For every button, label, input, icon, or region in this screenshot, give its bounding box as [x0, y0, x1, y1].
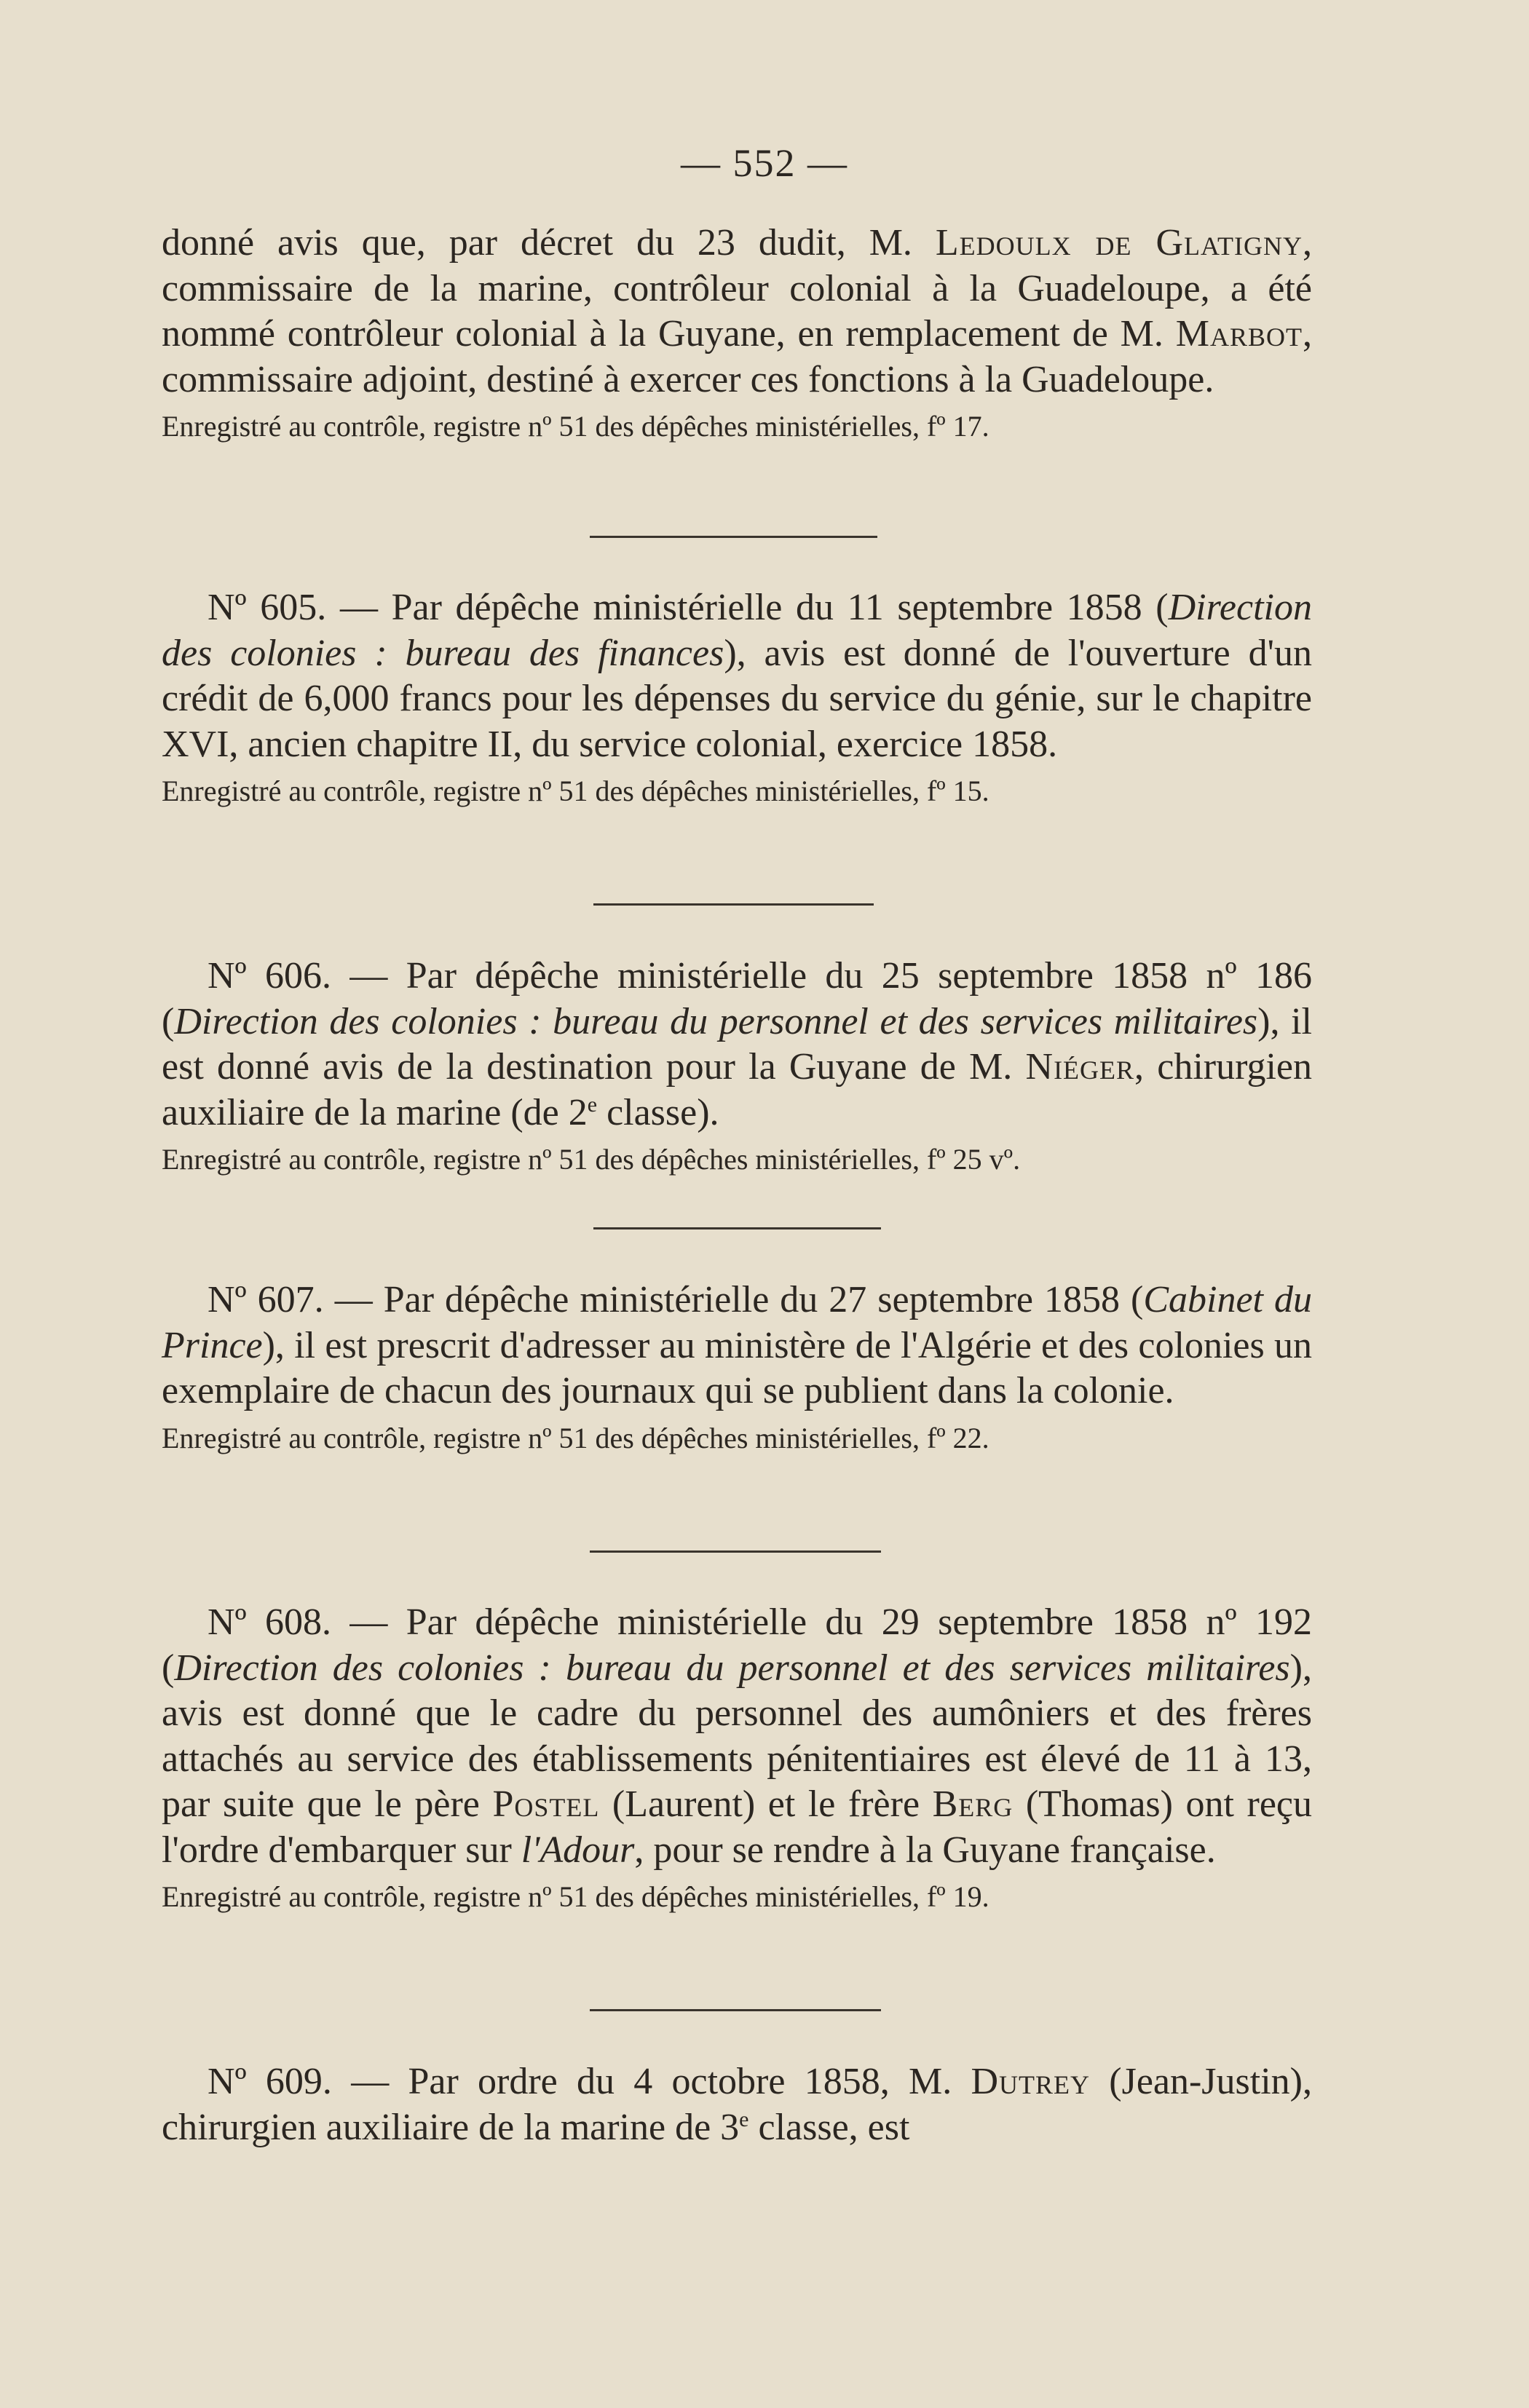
entry-605 — [162, 585, 1312, 809]
entry-609 — [162, 2059, 1312, 2150]
separator-rule — [593, 1227, 881, 1229]
separator-rule — [590, 1550, 881, 1553]
ship-name: l'Adour — [521, 1829, 635, 1871]
registration-note: Enregistré au contrôle, registre nº 51 des dépêches ministérielles, fº 19. — [162, 1880, 989, 1913]
registration-note: Enregistré au contrôle, registre nº 51 des dépêches ministérielles, fº 25 vº. — [162, 1143, 1021, 1176]
registration-note: Enregistré au contrôle, registre nº 51 des dépêches ministérielles, fº 15. — [162, 775, 989, 807]
person-name: Marbot — [1175, 313, 1303, 355]
entry-body: Nº 608. — Par dépêche ministérielle du 29 septembre 1858 nº 192 (Direction des colonies : bureau du personnel et des services militaires), avis est donné que le cadre du personnel des aumôniers et des frères attachés au service des établissements pénitentiaires est élevé de 11 à 13, par suite que le père Postel (Laurent) et le frère Berg (Thomas) ont reçu l'ordre d'embarquer sur l'Adour, pour se rendre à la Guyane française. — [162, 1601, 1312, 1871]
person-name: Berg — [932, 1783, 1014, 1825]
direction-label: Direction des colonies : bureau du personnel et des services militaires — [174, 1647, 1290, 1689]
separator-rule — [590, 2009, 881, 2011]
entry-body: Nº 609. — Par ordre du 4 octobre 1858, M. Dutrey (Jean-Justin), chirurgien auxiliaire de la marine de 3e classe, est — [162, 2061, 1312, 2148]
entry-607 — [162, 1278, 1312, 1457]
entry-body: Nº 607. — Par dépêche ministérielle du 27 septembre 1858 (Cabinet du Prince), il est prescrit d'adresser au ministère de l'Algérie et des colonies un exemplaire de chacun des journaux qui se publient dans la colonie. — [162, 1279, 1312, 1411]
person-name: Ledoulx de Glatigny — [935, 222, 1303, 264]
entry-608 — [162, 1600, 1312, 1915]
entry-body: donné avis que, par décret du 23 dudit, M. Ledoulx de Glatigny, commissaire de la marine, contrôleur colonial à la Guadeloupe, a été nommé contrôleur colonial à la Guyane, en remplacement de M. Marbot, commissaire adjoint, destiné à exercer ces fonctions à la Guadeloupe. — [162, 222, 1312, 400]
person-name: Postel — [492, 1783, 600, 1825]
person-name: Dutrey — [971, 2061, 1091, 2102]
page-number: — 552 — — [681, 141, 848, 185]
direction-label: Cabinet du Prince — [162, 1279, 1312, 1366]
entry-606 — [162, 954, 1312, 1178]
person-name: Niéger — [1025, 1046, 1135, 1088]
entry-body: Nº 606. — Par dépêche ministérielle du 25 septembre 1858 nº 186 (Direction des colonies : bureau du personnel et des services militaires), il est donné avis de la destination pour la Guyane de M. Niéger, chirurgien auxiliaire de la marine (de 2e classe). — [162, 955, 1313, 1133]
registration-note: Enregistré au contrôle, registre nº 51 des dépêches ministérielles, fº 17. — [162, 410, 989, 443]
registration-note: Enregistré au contrôle, registre nº 51 des dépêches ministérielles, fº 22. — [162, 1421, 989, 1454]
entry-body: Nº 605. — Par dépêche ministérielle du 11 septembre 1858 (Direction des colonies : bureau des finances), avis est donné de l'ouverture d'un crédit de 6,000 francs pour les dépenses du service du génie, sur le chapitre XVI, ancien chapitre II, du service colonial, exercice 1858. — [162, 587, 1313, 765]
separator-rule — [593, 903, 874, 906]
direction-label: Direction des colonies : bureau des finances — [162, 587, 1312, 674]
separator-rule — [590, 536, 877, 538]
direction-label: Direction des colonies : bureau du personnel et des services militaires — [174, 1000, 1258, 1042]
entry-continuation — [162, 221, 1312, 445]
